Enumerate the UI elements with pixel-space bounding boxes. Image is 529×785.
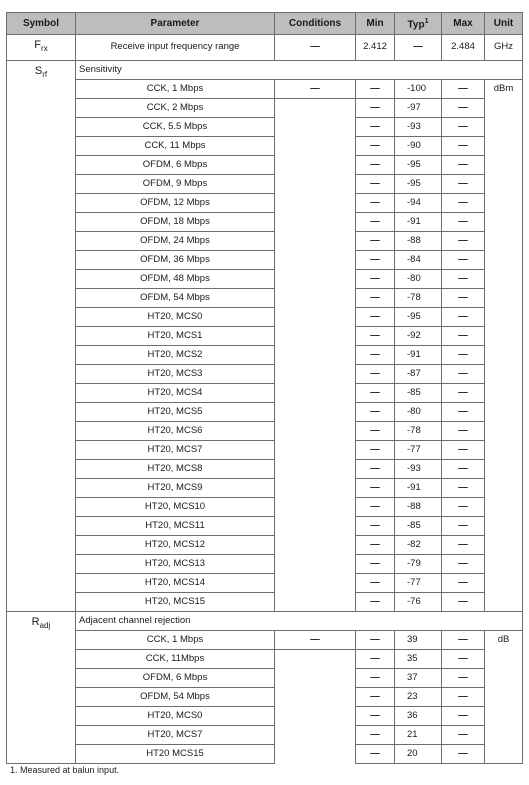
srf-row-typ: -91	[395, 212, 442, 231]
frx-min: 2.412	[356, 35, 395, 60]
srf-row-min: —	[356, 250, 395, 269]
srf-row-parameter: HT20, MCS9	[76, 478, 275, 497]
srf-row-conditions-empty	[275, 269, 356, 288]
frx-row	[7, 35, 523, 60]
frx-typ: —	[395, 35, 442, 60]
srf-row-conditions-empty	[275, 117, 356, 136]
srf-table-row	[7, 288, 523, 307]
srf-row-max: —	[442, 117, 485, 136]
srf-row-min: —	[356, 231, 395, 250]
srf-row-min: —	[356, 421, 395, 440]
srf-table-row	[7, 554, 523, 573]
radj-row-typ: 37	[395, 668, 442, 687]
srf-table-row	[7, 193, 523, 212]
srf-row-max: —	[442, 459, 485, 478]
radj-row-min: —	[356, 744, 395, 763]
radj-row-max: —	[442, 706, 485, 725]
radj-row-max: —	[442, 630, 485, 649]
srf-row-conditions-empty	[275, 250, 356, 269]
srf-row-conditions-empty	[275, 326, 356, 345]
radj-row-conditions-empty	[275, 706, 356, 725]
srf-table-row	[7, 535, 523, 554]
radj-row-typ: 23	[395, 687, 442, 706]
srf-row-conditions-empty	[275, 516, 356, 535]
srf-symbol-main: S	[34, 64, 43, 77]
radj-symbol-sub: adj	[39, 620, 51, 630]
frx-symbol-main: F	[34, 39, 42, 52]
srf-row-min: —	[356, 535, 395, 554]
srf-table-row	[7, 421, 523, 440]
radj-row-parameter: CCK, 11Mbps	[76, 649, 275, 668]
srf-row-conditions-empty	[275, 231, 356, 250]
srf-table-row	[7, 516, 523, 535]
srf-row-max: —	[442, 497, 485, 516]
srf-row-min: —	[356, 459, 395, 478]
radj-row-conditions: —	[275, 630, 356, 649]
srf-row-parameter: CCK, 5.5 Mbps	[76, 117, 275, 136]
radj-row-min: —	[356, 630, 395, 649]
srf-row-min: —	[356, 307, 395, 326]
srf-row-parameter: CCK, 1 Mbps	[76, 79, 275, 98]
srf-row-conditions-empty	[275, 478, 356, 497]
frx-parameter: Receive input frequency range	[76, 35, 275, 60]
srf-row-min: —	[356, 136, 395, 155]
srf-row-typ: -85	[395, 516, 442, 535]
srf-row-typ: -88	[395, 231, 442, 250]
header-row	[7, 13, 523, 35]
frx-symbol	[7, 35, 76, 60]
srf-row-conditions-empty	[275, 212, 356, 231]
srf-row-conditions-empty	[275, 288, 356, 307]
srf-table-row	[7, 307, 523, 326]
srf-row-max: —	[442, 231, 485, 250]
srf-row-min: —	[356, 573, 395, 592]
srf-row-parameter: OFDM, 48 Mbps	[76, 269, 275, 288]
srf-row-parameter: HT20, MCS13	[76, 554, 275, 573]
header-conditions: Conditions	[275, 13, 356, 35]
srf-table-row	[7, 345, 523, 364]
radj-section-title: Adjacent channel rejection	[76, 611, 523, 630]
srf-row-parameter: HT20, MCS14	[76, 573, 275, 592]
header-unit: Unit	[485, 13, 523, 35]
srf-row-min: —	[356, 155, 395, 174]
srf-row-parameter: HT20, MCS4	[76, 383, 275, 402]
srf-row-typ: -85	[395, 383, 442, 402]
radj-row-parameter: HT20, MCS7	[76, 725, 275, 744]
srf-table-row	[7, 136, 523, 155]
srf-row-typ: -97	[395, 98, 442, 117]
srf-row-parameter: HT20, MCS12	[76, 535, 275, 554]
srf-row-max: —	[442, 269, 485, 288]
srf-row-min: —	[356, 345, 395, 364]
srf-row-typ: -94	[395, 193, 442, 212]
radj-row-typ: 20	[395, 744, 442, 763]
srf-row-min: —	[356, 193, 395, 212]
radj-row-max: —	[442, 668, 485, 687]
srf-row-min: —	[356, 98, 395, 117]
srf-row-parameter: HT20, MCS15	[76, 592, 275, 611]
srf-title-row	[7, 60, 523, 79]
srf-row-max: —	[442, 554, 485, 573]
srf-row-min: —	[356, 212, 395, 231]
srf-section-title: Sensitivity	[76, 60, 523, 79]
srf-table-row	[7, 364, 523, 383]
srf-row-max: —	[442, 307, 485, 326]
srf-table-row	[7, 326, 523, 345]
srf-row-max: —	[442, 288, 485, 307]
radj-table-row	[7, 706, 523, 725]
srf-row-parameter: OFDM, 6 Mbps	[76, 155, 275, 174]
srf-row-max: —	[442, 79, 485, 98]
srf-row-typ: -84	[395, 250, 442, 269]
srf-row-max: —	[442, 174, 485, 193]
srf-row-typ: -91	[395, 345, 442, 364]
srf-row-min: —	[356, 269, 395, 288]
srf-row-conditions-empty	[275, 307, 356, 326]
srf-row-typ: -93	[395, 459, 442, 478]
srf-symbol	[7, 60, 76, 611]
srf-row-max: —	[442, 383, 485, 402]
srf-row-typ: -90	[395, 136, 442, 155]
srf-row-conditions-empty	[275, 573, 356, 592]
srf-table-row	[7, 459, 523, 478]
srf-row-parameter: HT20, MCS7	[76, 440, 275, 459]
srf-row-conditions-empty	[275, 155, 356, 174]
srf-row-conditions: —	[275, 79, 356, 98]
radj-row-typ: 35	[395, 649, 442, 668]
srf-row-parameter: HT20, MCS3	[76, 364, 275, 383]
radj-symbol	[7, 611, 76, 763]
srf-row-max: —	[442, 98, 485, 117]
srf-row-typ: -95	[395, 174, 442, 193]
srf-row-parameter: HT20, MCS2	[76, 345, 275, 364]
srf-row-typ: -95	[395, 155, 442, 174]
radj-title-row	[7, 611, 523, 630]
srf-row-max: —	[442, 592, 485, 611]
header-symbol: Symbol	[7, 13, 76, 35]
radj-table-row	[7, 668, 523, 687]
srf-row-typ: -77	[395, 440, 442, 459]
srf-row-min: —	[356, 288, 395, 307]
srf-row-parameter: HT20, MCS5	[76, 402, 275, 421]
srf-row-conditions-empty	[275, 193, 356, 212]
srf-row-parameter: OFDM, 54 Mbps	[76, 288, 275, 307]
srf-row-typ: -78	[395, 288, 442, 307]
frx-conditions: —	[275, 35, 356, 60]
srf-table-row	[7, 573, 523, 592]
radj-symbol-main: R	[31, 615, 40, 628]
radj-table-row	[7, 744, 523, 763]
srf-table-row	[7, 212, 523, 231]
srf-table-row	[7, 440, 523, 459]
srf-row-typ: -77	[395, 573, 442, 592]
srf-row-conditions-empty	[275, 364, 356, 383]
srf-row-parameter: OFDM, 36 Mbps	[76, 250, 275, 269]
srf-table-row	[7, 250, 523, 269]
radj-row-max: —	[442, 687, 485, 706]
frx-max: 2.484	[442, 35, 485, 60]
srf-row-parameter: HT20, MCS11	[76, 516, 275, 535]
srf-row-conditions-empty	[275, 440, 356, 459]
srf-row-typ: -92	[395, 326, 442, 345]
radj-unit: dB	[485, 630, 523, 763]
header-min: Min	[356, 13, 395, 35]
srf-table-row	[7, 269, 523, 288]
srf-row-typ: -80	[395, 269, 442, 288]
srf-unit: dBm	[485, 79, 523, 611]
srf-row-conditions-empty	[275, 402, 356, 421]
srf-row-min: —	[356, 554, 395, 573]
radj-row-min: —	[356, 668, 395, 687]
srf-row-conditions-empty	[275, 421, 356, 440]
radj-row-parameter: OFDM, 6 Mbps	[76, 668, 275, 687]
srf-row-parameter: OFDM, 24 Mbps	[76, 231, 275, 250]
radj-table-row	[7, 630, 523, 649]
srf-row-max: —	[442, 440, 485, 459]
receiver-spec-table	[6, 12, 523, 764]
frx-unit: GHz	[485, 35, 523, 60]
radj-row-parameter: CCK, 1 Mbps	[76, 630, 275, 649]
header-max: Max	[442, 13, 485, 35]
radj-table-row	[7, 649, 523, 668]
srf-row-max: —	[442, 478, 485, 497]
srf-table-row	[7, 155, 523, 174]
srf-row-max: —	[442, 212, 485, 231]
srf-row-conditions-empty	[275, 535, 356, 554]
srf-table-row	[7, 478, 523, 497]
srf-row-min: —	[356, 364, 395, 383]
radj-row-typ: 39	[395, 630, 442, 649]
srf-row-parameter: HT20, MCS1	[76, 326, 275, 345]
srf-row-conditions-empty	[275, 174, 356, 193]
srf-row-parameter: CCK, 2 Mbps	[76, 98, 275, 117]
srf-table-row	[7, 79, 523, 98]
footnote: 1. Measured at balun input.	[10, 765, 120, 775]
srf-row-typ: -91	[395, 478, 442, 497]
radj-row-conditions-empty	[275, 687, 356, 706]
radj-row-max: —	[442, 725, 485, 744]
spec-table-wrapper	[6, 12, 522, 764]
srf-row-typ: -88	[395, 497, 442, 516]
srf-row-min: —	[356, 383, 395, 402]
srf-row-max: —	[442, 155, 485, 174]
srf-table-row	[7, 174, 523, 193]
radj-row-typ: 36	[395, 706, 442, 725]
srf-row-conditions-empty	[275, 345, 356, 364]
srf-row-min: —	[356, 117, 395, 136]
srf-symbol-sub: rf	[42, 69, 48, 79]
srf-row-max: —	[442, 193, 485, 212]
srf-row-min: —	[356, 440, 395, 459]
srf-row-typ: -100	[395, 79, 442, 98]
srf-table-row	[7, 592, 523, 611]
srf-row-typ: -78	[395, 421, 442, 440]
srf-row-typ: -93	[395, 117, 442, 136]
srf-table-row	[7, 98, 523, 117]
srf-row-typ: -80	[395, 402, 442, 421]
radj-row-max: —	[442, 744, 485, 763]
radj-row-conditions-empty	[275, 725, 356, 744]
srf-row-conditions-empty	[275, 383, 356, 402]
srf-row-min: —	[356, 326, 395, 345]
radj-row-conditions-empty	[275, 668, 356, 687]
srf-row-parameter: OFDM, 12 Mbps	[76, 193, 275, 212]
radj-row-parameter: OFDM, 54 Mbps	[76, 687, 275, 706]
srf-row-min: —	[356, 592, 395, 611]
srf-row-parameter: HT20, MCS6	[76, 421, 275, 440]
srf-row-parameter: HT20, MCS10	[76, 497, 275, 516]
srf-row-conditions-empty	[275, 98, 356, 117]
srf-row-conditions-empty	[275, 459, 356, 478]
srf-row-typ: -87	[395, 364, 442, 383]
srf-row-max: —	[442, 345, 485, 364]
srf-row-max: —	[442, 326, 485, 345]
header-parameter: Parameter	[76, 13, 275, 35]
srf-row-parameter: CCK, 11 Mbps	[76, 136, 275, 155]
radj-table-row	[7, 725, 523, 744]
srf-row-min: —	[356, 174, 395, 193]
header-typ-label: Typ	[407, 19, 425, 31]
srf-row-parameter: HT20, MCS8	[76, 459, 275, 478]
srf-table-row	[7, 117, 523, 136]
srf-row-parameter: OFDM, 18 Mbps	[76, 212, 275, 231]
radj-row-parameter: HT20, MCS0	[76, 706, 275, 725]
srf-row-max: —	[442, 136, 485, 155]
srf-row-conditions-empty	[275, 592, 356, 611]
srf-row-max: —	[442, 364, 485, 383]
srf-table-row	[7, 383, 523, 402]
frx-symbol-sub: rx	[41, 44, 48, 54]
radj-row-conditions-empty	[275, 649, 356, 668]
srf-row-typ: -82	[395, 535, 442, 554]
srf-row-min: —	[356, 402, 395, 421]
srf-row-max: —	[442, 421, 485, 440]
header-typ-footnote-mark: 1	[424, 18, 429, 25]
srf-row-max: —	[442, 250, 485, 269]
radj-row-max: —	[442, 649, 485, 668]
radj-row-typ: 21	[395, 725, 442, 744]
srf-row-conditions-empty	[275, 554, 356, 573]
radj-row-conditions-empty	[275, 744, 356, 763]
srf-row-min: —	[356, 478, 395, 497]
srf-row-conditions-empty	[275, 497, 356, 516]
radj-row-min: —	[356, 687, 395, 706]
srf-row-max: —	[442, 573, 485, 592]
srf-row-max: —	[442, 516, 485, 535]
srf-row-min: —	[356, 497, 395, 516]
header-typ	[395, 13, 442, 35]
srf-row-parameter: OFDM, 9 Mbps	[76, 174, 275, 193]
radj-table-row	[7, 687, 523, 706]
srf-row-typ: -76	[395, 592, 442, 611]
srf-table-row	[7, 231, 523, 250]
srf-table-row	[7, 402, 523, 421]
srf-row-max: —	[442, 535, 485, 554]
srf-row-typ: -79	[395, 554, 442, 573]
srf-row-max: —	[442, 402, 485, 421]
srf-row-min: —	[356, 516, 395, 535]
radj-row-parameter: HT20 MCS15	[76, 744, 275, 763]
radj-row-min: —	[356, 725, 395, 744]
srf-row-parameter: HT20, MCS0	[76, 307, 275, 326]
srf-table-row	[7, 497, 523, 516]
srf-row-min: —	[356, 79, 395, 98]
radj-row-min: —	[356, 706, 395, 725]
radj-row-min: —	[356, 649, 395, 668]
srf-row-conditions-empty	[275, 136, 356, 155]
srf-row-typ: -95	[395, 307, 442, 326]
